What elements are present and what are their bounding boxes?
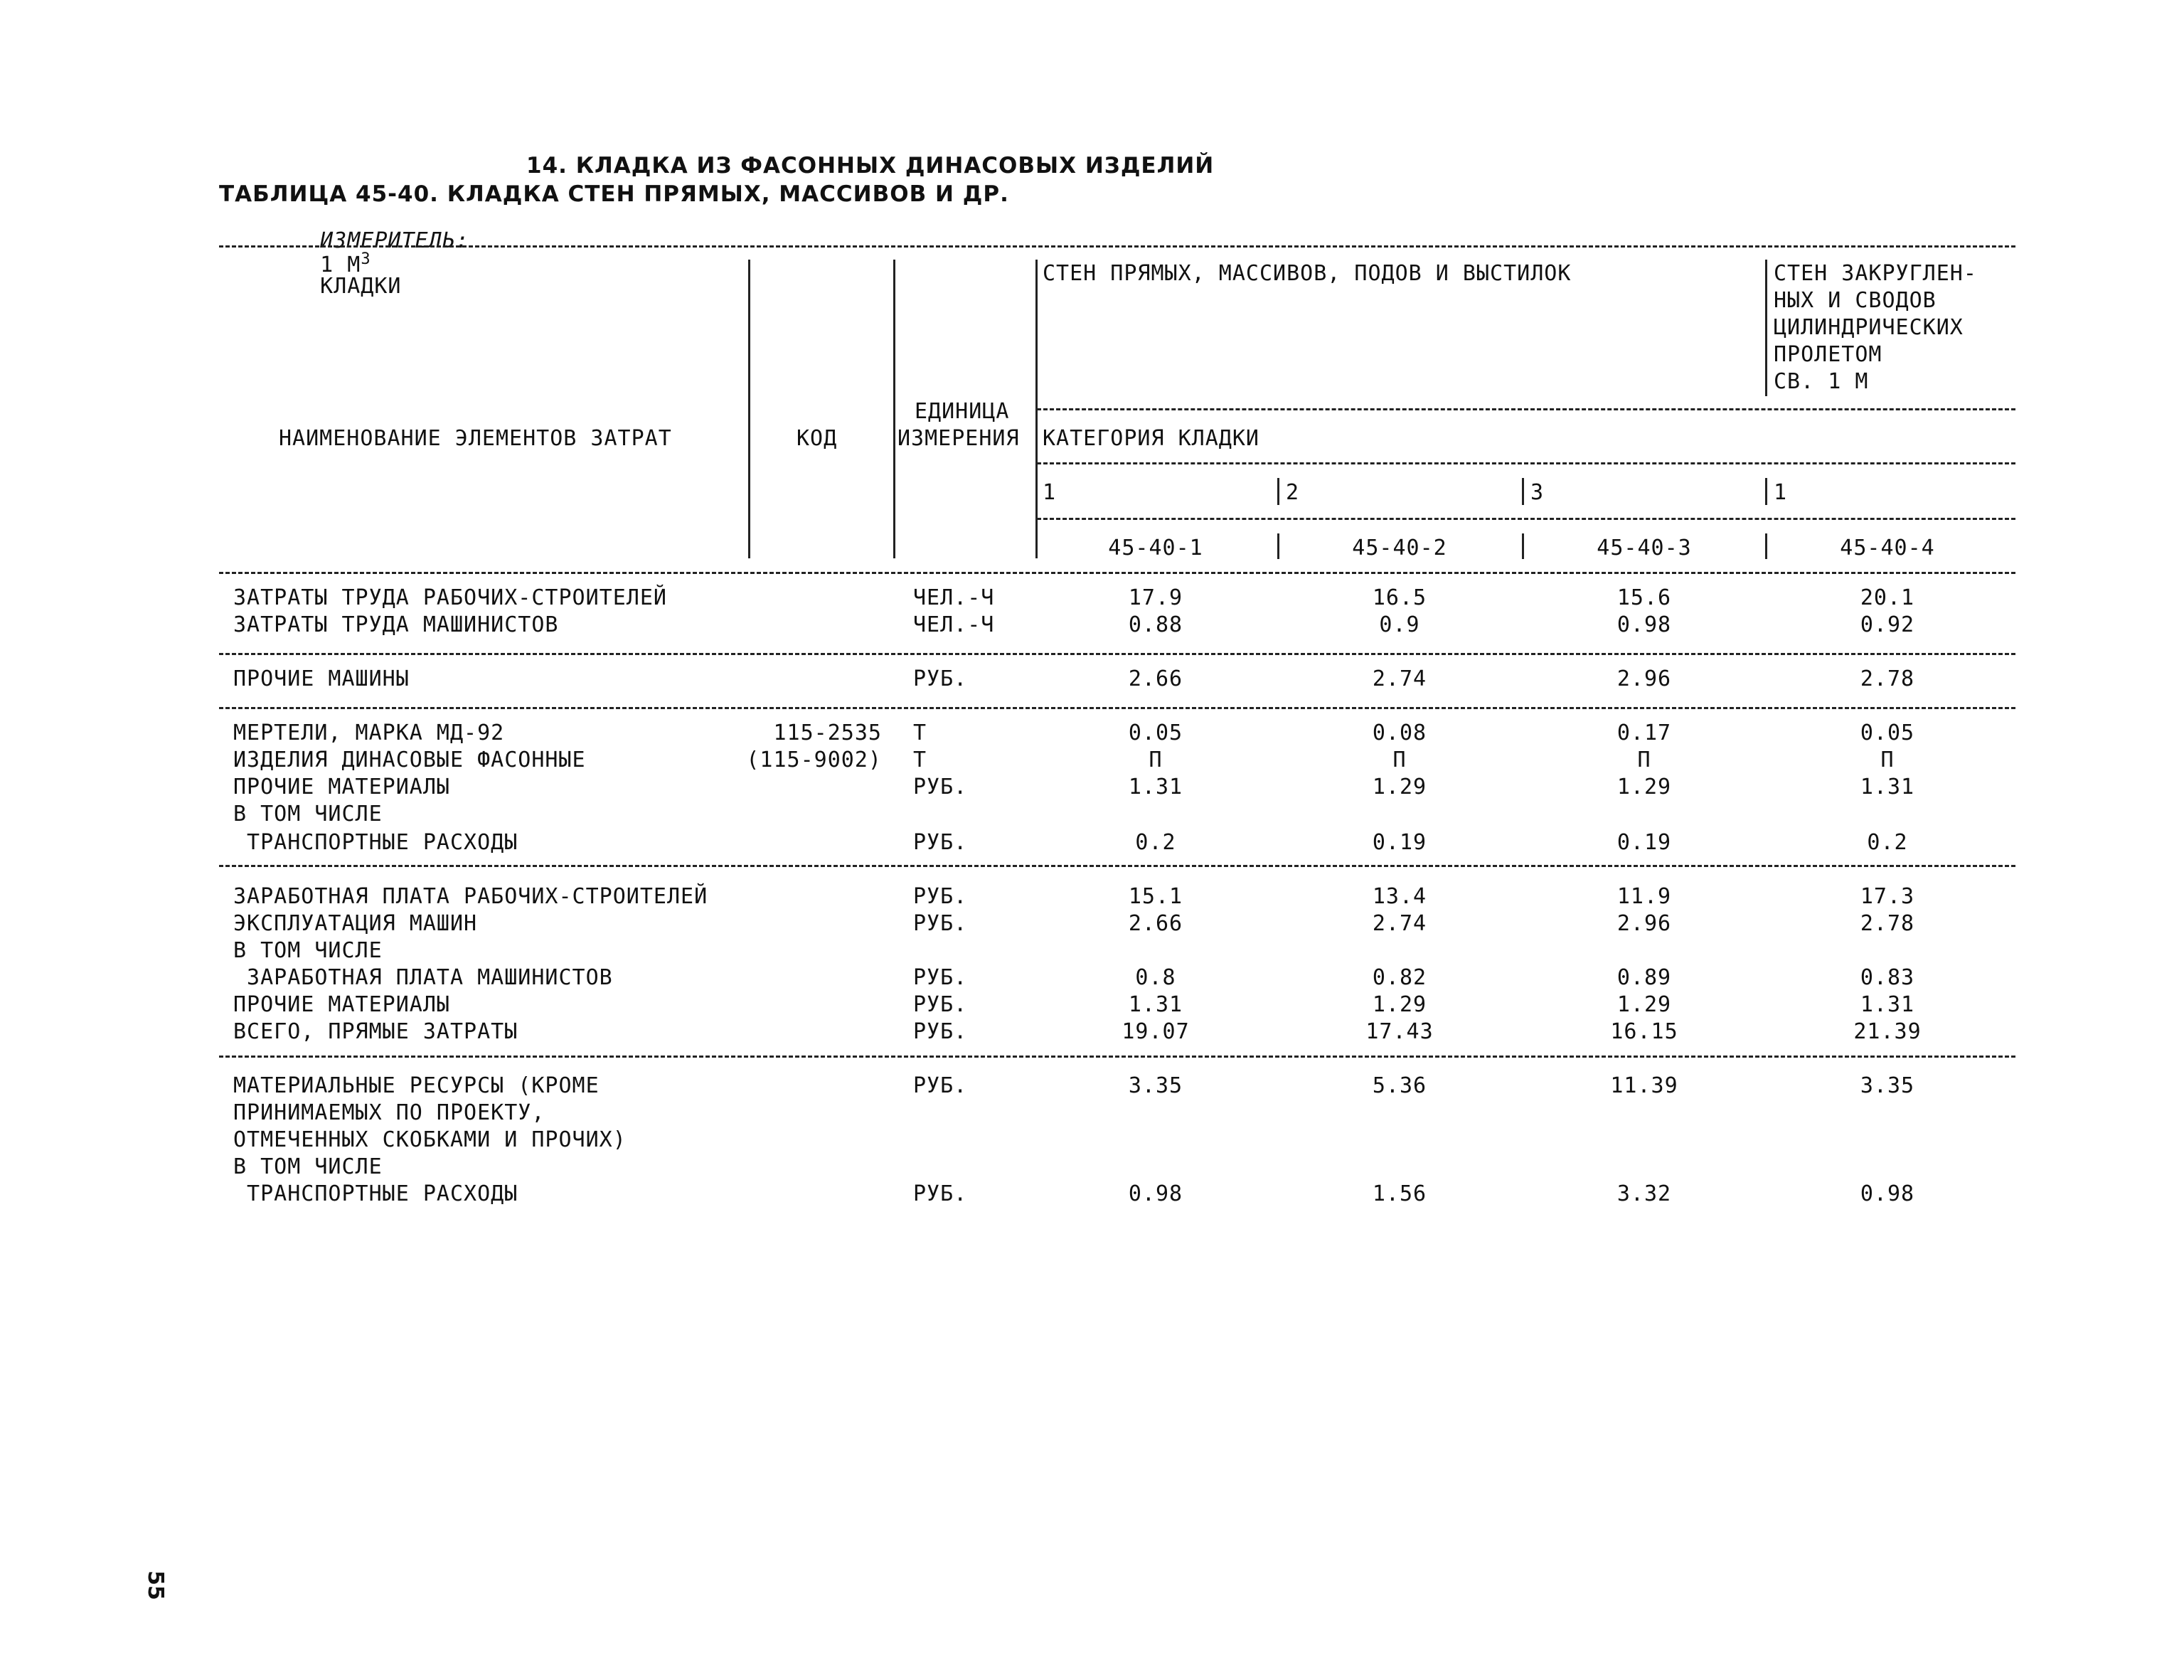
row-name: ТРАНСПОРТНЫЕ РАСХОДЫ (233, 830, 518, 855)
row-value-3: П (1637, 748, 1651, 772)
row-value-1: П (1149, 748, 1163, 772)
header-bottom-rule (219, 572, 2015, 574)
row-value-1: 2.66 (1128, 911, 1183, 936)
row-value-1: 17.9 (1128, 585, 1183, 610)
row-name: В ТОМ ЧИСЛЕ (233, 1154, 383, 1179)
row-unit: РУБ. (913, 992, 968, 1017)
row-value-3: 16.15 (1610, 1019, 1678, 1044)
row-value-1: 0.98 (1128, 1181, 1183, 1206)
row-value-2: 2.74 (1372, 911, 1427, 936)
row-value-3: 11.9 (1616, 884, 1672, 909)
row-unit: РУБ. (913, 1019, 968, 1044)
row-unit: РУБ. (913, 1181, 968, 1206)
meter-value: 1 М (320, 252, 361, 277)
header-top-rule (219, 245, 2015, 248)
row-value-3: 0.98 (1616, 612, 1672, 637)
row-value-2: 0.19 (1372, 830, 1427, 855)
col-divider-unit (893, 260, 895, 558)
row-value-1: 2.66 (1128, 666, 1183, 691)
row-name: ИЗДЕЛИЯ ДИНАСОВЫЕ ФАСОННЫЕ (233, 748, 586, 772)
row-name: ТРАНСПОРТНЫЕ РАСХОДЫ (233, 1181, 518, 1206)
row-value-3: 2.96 (1616, 911, 1672, 936)
header-group2-line3: ЦИЛИНДРИЧЕСКИХ (1774, 315, 1964, 340)
page-number: 55 (143, 1570, 168, 1600)
row-value-4: 20.1 (1860, 585, 1915, 610)
header-code-4: 45-40-4 (1840, 536, 1935, 560)
meter-sup: 3 (361, 250, 371, 268)
header-group1: СТЕН ПРЯМЫХ, МАССИВОВ, ПОДОВ И ВЫСТИЛОК (1043, 261, 1572, 286)
code-divider-3 (1522, 533, 1524, 559)
row-name: ПРОЧИЕ МАТЕРИАЛЫ (233, 992, 450, 1017)
row-value-3: 15.6 (1616, 585, 1672, 610)
row-value-3: 1.29 (1616, 775, 1672, 799)
row-unit: РУБ. (913, 1073, 968, 1098)
col-divider-group2 (1765, 260, 1767, 396)
row-unit: Т (913, 748, 927, 772)
row-value-3: 0.19 (1616, 830, 1672, 855)
header-rule-3 (1037, 518, 2015, 520)
header-cat-1: 1 (1043, 480, 1057, 505)
section-title: 14. КЛАДКА ИЗ ФАСОННЫХ ДИНАСОВЫХ ИЗДЕЛИЙ (526, 153, 1215, 179)
row-value-1: 19.07 (1122, 1019, 1190, 1044)
row-name: В ТОМ ЧИСЛЕ (233, 938, 383, 963)
row-value-3: 0.17 (1616, 721, 1672, 745)
row-value-3: 3.32 (1616, 1181, 1672, 1206)
row-unit: РУБ. (913, 830, 968, 855)
row-value-1: 0.8 (1135, 965, 1176, 990)
row-value-4: 0.05 (1860, 721, 1915, 745)
row-value-3: 11.39 (1610, 1073, 1678, 1098)
table-title: ТАБЛИЦА 45-40. КЛАДКА СТЕН ПРЯМЫХ, МАССИВОВ И ДР. (219, 181, 1009, 207)
section-rule-2 (219, 707, 2015, 709)
code-divider-4 (1765, 533, 1767, 559)
section-rule-4 (219, 1056, 2015, 1058)
row-value-2: 1.56 (1372, 1181, 1427, 1206)
row-name: МЕРТЕЛИ, МАРКА МД-92 (233, 721, 505, 745)
row-value-2: 17.43 (1365, 1019, 1434, 1044)
row-name: ЗАТРАТЫ ТРУДА РАБОЧИХ-СТРОИТЕЛЕЙ (233, 585, 667, 610)
meter-unit: КЛАДКИ (320, 274, 402, 299)
row-value-4: 2.78 (1860, 911, 1915, 936)
row-value-2: 0.82 (1372, 965, 1427, 990)
row-unit: РУБ. (913, 884, 968, 909)
header-code-3: 45-40-3 (1597, 536, 1692, 560)
row-code: (115-9002) (746, 748, 882, 772)
header-cat-2: 2 (1286, 480, 1300, 505)
row-value-1: 3.35 (1128, 1073, 1183, 1098)
meter-line (293, 209, 469, 297)
row-value-4: 2.78 (1860, 666, 1915, 691)
row-name: ЭКСПЛУАТАЦИЯ МАШИН (233, 911, 478, 936)
row-value-1: 1.31 (1128, 992, 1183, 1017)
header-rule-2 (1037, 462, 2015, 464)
row-value-2: 16.5 (1372, 585, 1427, 610)
row-name: ОТМЕЧЕННЫХ СКОБКАМИ И ПРОЧИХ) (233, 1127, 627, 1152)
row-value-4: 0.92 (1860, 612, 1915, 637)
row-name: ПРОЧИЕ МАТЕРИАЛЫ (233, 775, 450, 799)
col-divider-code (748, 260, 750, 558)
header-group2-line1: СТЕН ЗАКРУГЛЕН- (1774, 261, 1977, 286)
row-unit: ЧЕЛ.-Ч (913, 612, 995, 637)
row-value-4: 1.31 (1860, 992, 1915, 1017)
row-value-2: 2.74 (1372, 666, 1427, 691)
row-name: МАТЕРИАЛЬНЫЕ РЕСУРСЫ (КРОМЕ (233, 1073, 600, 1098)
row-value-2: 0.08 (1372, 721, 1427, 745)
row-unit: ЧЕЛ.-Ч (913, 585, 995, 610)
row-unit: РУБ. (913, 775, 968, 799)
code-divider-2 (1277, 533, 1279, 559)
row-value-1: 15.1 (1128, 884, 1183, 909)
row-unit: РУБ. (913, 911, 968, 936)
row-value-4: 0.83 (1860, 965, 1915, 990)
row-value-4: 3.35 (1860, 1073, 1915, 1098)
section-rule-3 (219, 865, 2015, 867)
row-unit: РУБ. (913, 666, 968, 691)
row-value-3: 2.96 (1616, 666, 1672, 691)
row-value-2: 5.36 (1372, 1073, 1427, 1098)
header-cat-4: 1 (1774, 480, 1788, 505)
row-name: ЗАТРАТЫ ТРУДА МАШИНИСТОВ (233, 612, 559, 637)
row-value-1: 1.31 (1128, 775, 1183, 799)
row-value-2: 0.9 (1379, 612, 1420, 637)
row-value-2: 1.29 (1372, 992, 1427, 1017)
row-value-2: П (1392, 748, 1407, 772)
row-value-4: 21.39 (1853, 1019, 1922, 1044)
col-divider-values (1035, 260, 1038, 558)
row-value-4: П (1880, 748, 1895, 772)
header-rule-1 (1037, 408, 2015, 410)
header-group2-line5: СВ. 1 М (1774, 369, 1869, 394)
row-name: В ТОМ ЧИСЛЕ (233, 802, 383, 826)
row-value-1: 0.88 (1128, 612, 1183, 637)
row-unit: РУБ. (913, 965, 968, 990)
header-group2-line2: НЫХ И СВОДОВ (1774, 288, 1937, 313)
header-cat-3: 3 (1530, 480, 1545, 505)
row-value-3: 1.29 (1616, 992, 1672, 1017)
header-code-1: 45-40-1 (1108, 536, 1203, 560)
row-name: ПРОЧИЕ МАШИНЫ (233, 666, 410, 691)
cat-divider-4 (1765, 478, 1767, 505)
row-value-4: 0.98 (1860, 1181, 1915, 1206)
row-value-1: 0.05 (1128, 721, 1183, 745)
header-group2-line4: ПРОЛЕТОМ (1774, 342, 1882, 367)
row-value-4: 0.2 (1867, 830, 1908, 855)
section-rule-1 (219, 653, 2015, 655)
header-unit-1: ЕДИНИЦА (915, 399, 1010, 424)
row-name: ЗАРАБОТНАЯ ПЛАТА МАШИНИСТОВ (233, 965, 613, 990)
header-code-2: 45-40-2 (1352, 536, 1447, 560)
row-value-4: 1.31 (1860, 775, 1915, 799)
row-value-2: 13.4 (1372, 884, 1427, 909)
row-unit: Т (913, 721, 927, 745)
header-name: НАИМЕНОВАНИЕ ЭЛЕМЕНТОВ ЗАТРАТ (279, 426, 672, 451)
row-value-1: 0.2 (1135, 830, 1176, 855)
row-name: ВСЕГО, ПРЯМЫЕ ЗАТРАТЫ (233, 1019, 518, 1044)
row-value-2: 1.29 (1372, 775, 1427, 799)
header-code: КОД (797, 426, 838, 451)
header-unit-2: ИЗМЕРЕНИЯ (897, 426, 1020, 451)
row-value-4: 17.3 (1860, 884, 1915, 909)
row-name: ПРИНИМАЕМЫХ ПО ПРОЕКТУ, (233, 1100, 545, 1125)
row-value-3: 0.89 (1616, 965, 1672, 990)
header-category: КАТЕГОРИЯ КЛАДКИ (1043, 426, 1259, 451)
cat-divider-3 (1522, 478, 1524, 505)
row-code: 115-2535 (773, 721, 882, 745)
cat-divider-2 (1277, 478, 1279, 505)
meter-label: ИЗМЕРИТЕЛЬ: (320, 228, 469, 253)
row-name: ЗАРАБОТНАЯ ПЛАТА РАБОЧИХ-СТРОИТЕЛЕЙ (233, 884, 708, 909)
